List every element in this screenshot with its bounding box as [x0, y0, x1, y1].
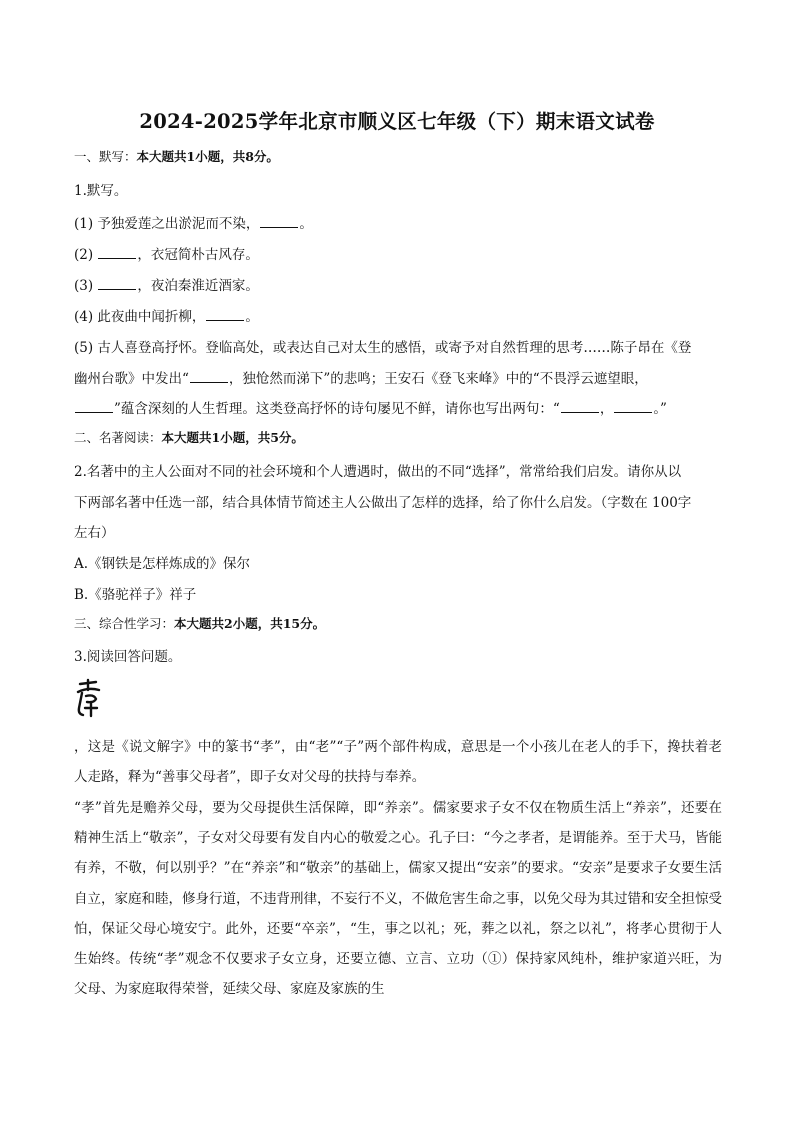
q1-stem: 1.默写。: [74, 183, 128, 199]
answer-blank: [98, 288, 136, 290]
section-1-heading: 一、默写：本大题共1小题，共8分。: [74, 149, 279, 164]
answer-blank: [561, 411, 599, 413]
page-title: 2024-2025学年北京市顺义区七年级（下）期末语文试卷: [139, 110, 655, 133]
q2-option-a: A.《钢铁是怎样炼成的》保尔: [74, 556, 251, 572]
q1-item-4: (4) 此夜曲中闻折柳， 。: [74, 309, 259, 325]
answer-blank: [260, 226, 298, 228]
seal-script-xiao-icon: [74, 678, 102, 718]
q1-item-3: (3) ，夜泊秦淮近酒家。: [74, 278, 259, 294]
answer-blank: [614, 411, 652, 413]
q3-stem: 3.阅读回答问题。: [74, 649, 182, 665]
q1-item-5-cont: 幽州台歌》中发出“ ，独怆然而涕下”的悲鸣；王安石《登飞来峰》中的“不畏浮云遮望眼，: [74, 371, 648, 387]
q1-item-5: (5) 古人喜登高抒怀。登临高处，或表达自己对太生的感悟，或寄予对自然哲理的思考……陈子昂在《登: [74, 340, 692, 356]
q2-option-b: B.《骆驼祥子》祥子: [74, 587, 197, 603]
q2-stem-3: 左右）: [74, 525, 115, 541]
answer-blank: [98, 257, 136, 259]
answer-blank: [75, 411, 113, 413]
q1-item-2: (2) ，衣冠简朴古风存。: [74, 247, 259, 263]
q2-stem-1: 2.名著中的主人公面对不同的社会环境和个人遭遇时，做出的不同“选择”，常常给我们启发。请你从以: [74, 464, 682, 480]
answer-blank: [206, 319, 244, 321]
q1-item-1: (1) 予独爱莲之出淤泥而不染， 。: [74, 216, 313, 232]
answer-blank: [190, 381, 228, 383]
q3-paragraph-1: ，这是《说文解字》中的篆书“孝”，由“老”“子”两个部件构成，意思是一个小孩儿在老人的手下，搀扶着老人走路，释为“善事父母者”，即子女对父母的扶持与奉养。: [74, 739, 722, 786]
q2-stem-2: 下两部名著中任选一部，结合具体情节简述主人公做出了怎样的选择，给了你什么启发。（字数在 100字: [74, 495, 692, 511]
q3-paragraph-2: “孝”首先是赡养父母，要为父母提供生活保障，即“养亲”。儒家要求子女不仅在物质生活上“养亲”，还要在精神生活上“敬亲”，子女对父母要有发自内心的敬爱之心。孔子曰：“今之孝者，是谓能养。至于犬马，皆能有养，不敬，何以别乎？”在“养亲”和“敬亲”的基础上，儒家又提出“安亲”的要求。“安亲”是要求子女要生活自立，家庭和睦，修身行道，不违背刑律，不妄行不义，不做危害生命之事，以免父母为其过错和安全担惊受怕，保证父母心境安宁。此外，还要“卒亲”，“生，事之以礼；死，葬之以礼，祭之以礼”，将孝心贯彻于人生始终。传统“孝”观念不仅要求子女立身，还要立德、立言、立功（①）保持家风纯朴，维护家道兴旺，为父母、为家庭取得荣誉，延续父母、家庭及家族的生: [74, 800, 722, 998]
q1-item-5-cont2: ”蕴含深刻的人生哲理。这类登高抒怀的诗句屡见不鲜，请你也写出两句：“ ， 。”: [74, 397, 724, 417]
section-3-heading: 三、综合性学习：本大题共2小题，共15分。: [74, 616, 326, 631]
section-2-heading: 二、名著阅读：本大题共1小题，共5分。: [74, 430, 304, 445]
